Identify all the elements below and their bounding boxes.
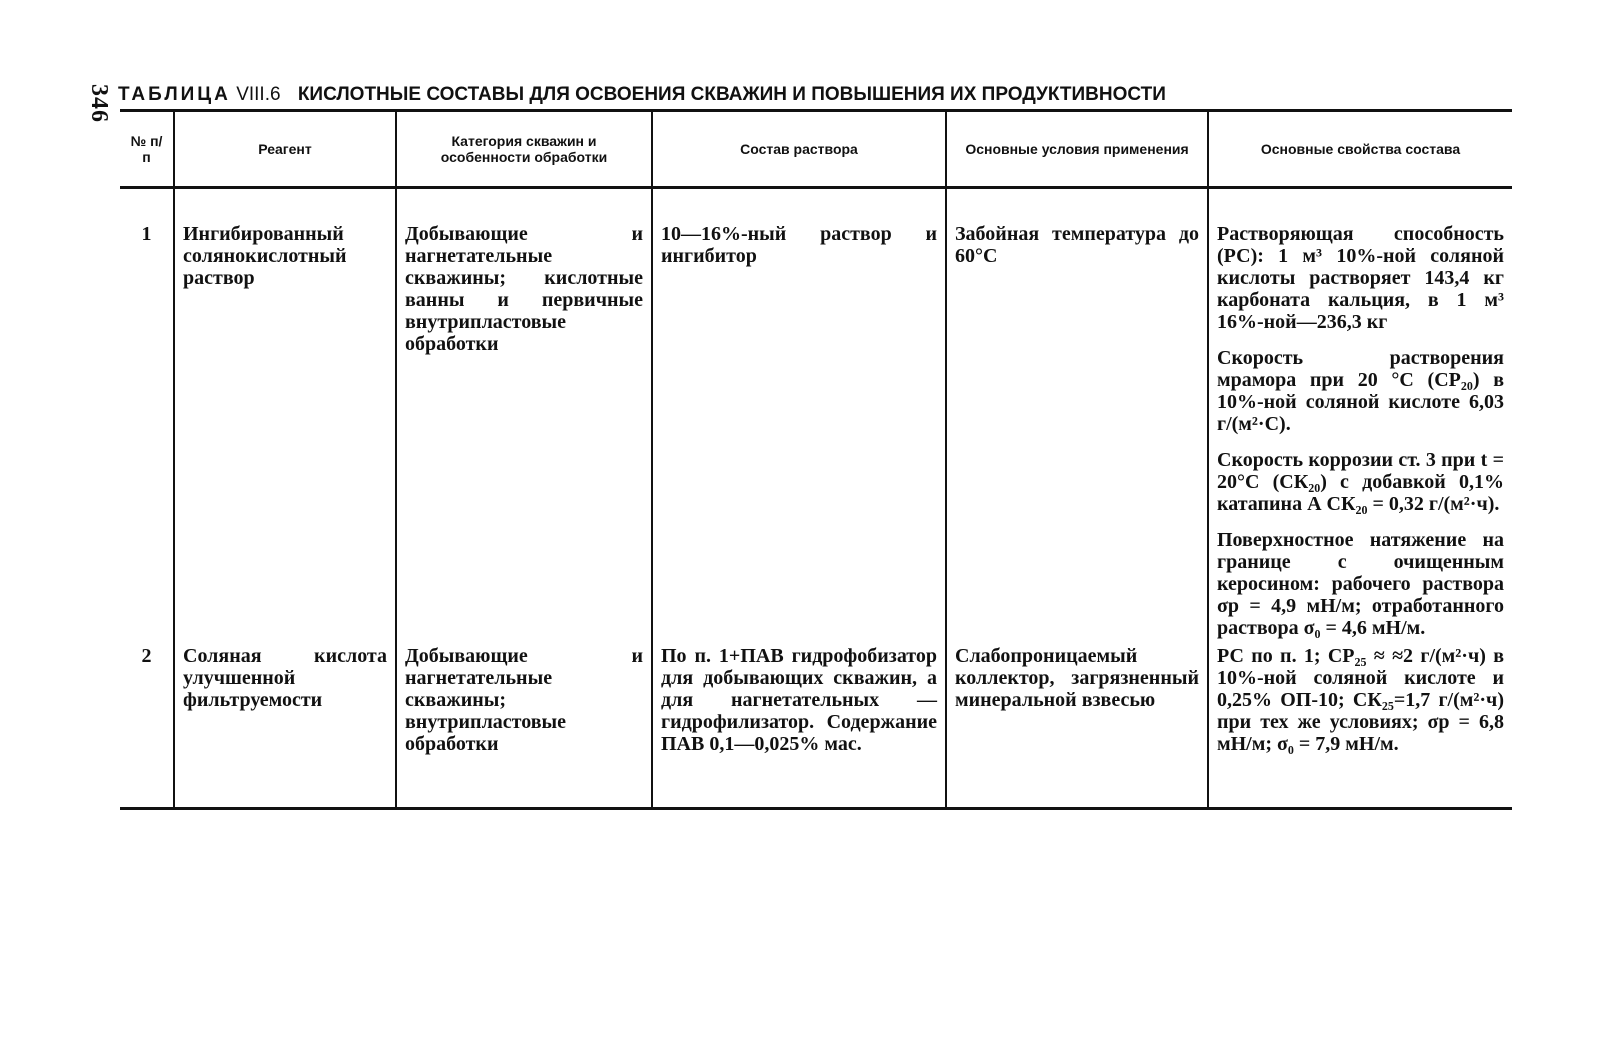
row-category: Добывающие и нагнетательные скважины; кислотные ванны и первичные внутрипластовые обработки [396,188,652,640]
table-row [120,188,1512,640]
property-paragraph: Растворяющая способность (РС): 1 м³ 10%-ной соляной кислоты растворяет 143,4 кг карбоната кальция, в 1 м³ 16%-ной—236,3 кг [1217,223,1504,333]
row-number: 1 [141,223,152,245]
row-reagent: Соляная кислота улучшенной фильтруемости [174,639,396,809]
row-conditions: Забойная температура до 60°С [946,188,1208,640]
table-row [120,639,1512,809]
row-properties [1208,639,1512,809]
table-title [118,84,1518,106]
header-number: № п/п [120,111,174,188]
header-category: Категория скважин и особенности обработки [396,111,652,188]
data-table-container [120,109,1512,810]
page-number: 346 [86,84,112,123]
header-reagent: Реагент [174,111,396,188]
row-properties [1208,188,1512,640]
property-paragraph: Скорость коррозии ст. 3 при t = 20°С (СК₂₀) с добавкой 0,1% катапина А СК₂₀ = 0,32 г/(м²·ч). [1217,449,1504,515]
property-paragraph: Скорость растворения мрамора при 20 °С (СР₂₀) в 10%-ной соляной кислоте 6,03 г/(м²·С). [1217,347,1504,435]
row-conditions: Слабопроницаемый коллектор, загрязненный минеральной взвесью [946,639,1208,809]
row-reagent: Ингибированный солянокислотный раствор [174,188,396,640]
property-paragraph: РС по п. 1; СР₂₅ ≈ ≈2 г/(м²·ч) в 10%-ной соляной кислоте и 0,25% ОП-10; СК₂₅=1,7 г/(м²·ч) при тех же условиях; σр = 6,8 мН/м; σ₀ = 7,9 мН/м. [1217,645,1504,755]
header-conditions: Основные условия применения [946,111,1208,188]
table-header-row [120,111,1512,188]
row-composition: По п. 1+ПАВ гидрофобизатор для добывающих скважин, а для нагнетательных — гидрофилизатор. Содержание ПАВ 0,1—0,025% мас. [652,639,946,809]
table-title-code: VIII.6 [236,84,281,105]
row-category: Добывающие и нагнетательные скважины; внутрипластовые обработки [396,639,652,809]
table-title-lead: ТАБЛИЦА [118,84,231,105]
data-table [120,109,1512,810]
row-number: 2 [141,645,152,667]
table-title-text: КИСЛОТНЫЕ СОСТАВЫ ДЛЯ ОСВОЕНИЯ СКВАЖИН И ПОВЫШЕНИЯ ИХ ПРОДУКТИВНОСТИ [297,84,1166,105]
property-paragraph: Поверхностное натяжение на границе с очищенным керосином: рабочего раствора σр = 4,9 мН/м; отработанного раствора σ₀ = 4,6 мН/м. [1217,529,1504,639]
row-composition: 10—16%-ный раствор и ингибитор [652,188,946,640]
header-properties: Основные свойства состава [1208,111,1512,188]
header-composition: Состав раствора [652,111,946,188]
